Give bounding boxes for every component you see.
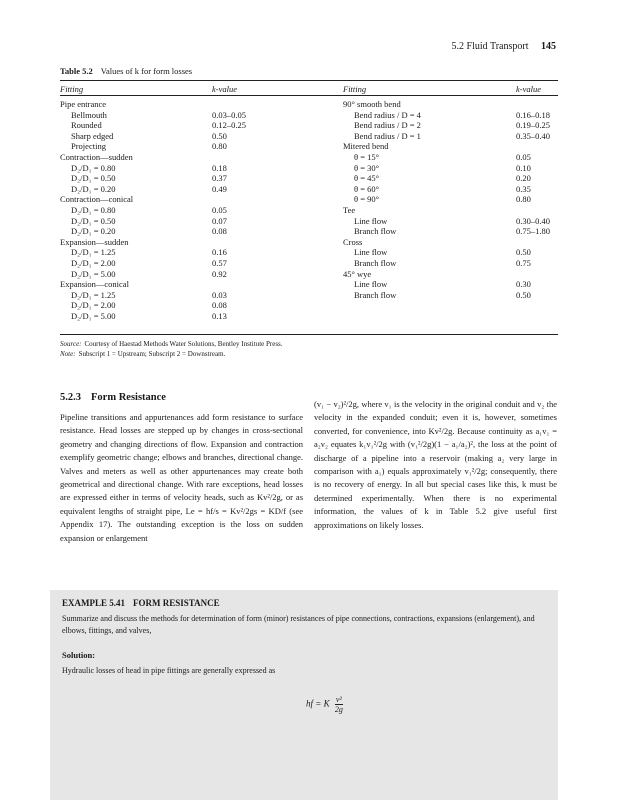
table-cell-kvalue: 0.50 [516,247,531,258]
table-cell-fitting: Contraction—sudden [60,151,133,162]
table-cell-fitting: θ = 45° [354,173,380,184]
table-cell-fitting: Line flow [354,279,388,290]
section-number: 5.2.3 [60,392,81,403]
table-cell-kvalue: 0.16 [212,247,227,258]
table-cell-kvalue: 0.19–0.25 [516,120,550,131]
table-cell-fitting: Sharp edged [71,130,114,141]
table-cell-fitting: D₂/D₁ = 1.25 [71,247,116,258]
table-header-rule [60,95,558,96]
table-cell-kvalue: 0.16–0.18 [516,109,550,120]
left-fitting-column [60,99,133,321]
table-cell-fitting: D₂/D₁ = 0.50 [71,173,116,184]
table-cell-fitting: Line flow [354,215,388,226]
table-cell-fitting: D₂/D₁ = 0.20 [71,183,116,194]
col-header-kvalue-left: k-value [212,84,238,94]
table-cell-kvalue [212,279,246,290]
table-cell-kvalue: 0.35–0.40 [516,130,550,141]
table-cell-fitting: θ = 60° [354,183,380,194]
table-cell-fitting: Branch flow [354,257,397,268]
running-header [452,41,556,52]
table-cell-fitting: Rounded [71,120,102,131]
table-cell-kvalue: 0.75 [516,257,531,268]
table-cell-kvalue: 0.10 [516,162,531,173]
table-cell-fitting: D₂/D₁ = 0.20 [71,226,116,237]
table-cell-kvalue: 0.75–1.80 [516,226,550,237]
table-cell-kvalue: 0.50 [212,130,227,141]
table-cell-fitting: Branch flow [354,289,397,300]
table-cell-kvalue: 0.80 [516,194,531,205]
table-cell-kvalue: 0.08 [212,300,227,311]
table-cell-fitting: Branch flow [354,226,397,237]
table-cell-kvalue: 0.30–0.40 [516,215,550,226]
table-cell-fitting: D₂/D₁ = 5.00 [71,310,116,321]
table-cell-fitting: Bend radius / D = 4 [354,109,421,120]
table-cell-fitting: D₂/D₁ = 0.80 [71,204,116,215]
note-text: Subscript 1 = Upstream; Subscript 2 = Downstream. [78,350,226,358]
left-kvalue-column [212,99,246,321]
table-cell-fitting: Expansion—conical [60,279,129,290]
equation-fraction [335,695,343,714]
solution-label: Solution: [62,650,96,660]
col-header-fitting-left: Fitting [60,84,84,94]
table-note [60,349,283,359]
table-cell-fitting: θ = 90° [354,194,380,205]
example-title: FORM RESISTANCE [133,598,220,608]
solution-text: Hydraulic losses of head in pipe fittings are generally expressed as [62,666,276,675]
table-cell-kvalue: 0.30 [516,279,531,290]
table-caption [60,66,192,76]
table-cell-kvalue [212,194,246,205]
section-heading [60,392,176,403]
table-cell-fitting: Cross [343,236,363,247]
table-cell-fitting: Bellmouth [71,109,107,120]
table-cell-kvalue [212,99,246,110]
table-cell-kvalue: 0.07 [212,215,227,226]
table-cell-fitting: θ = 15° [354,151,380,162]
table-cell-fitting: D₂/D₁ = 5.00 [71,268,116,279]
table-bottom-rule [60,334,558,335]
table-cell-kvalue: 0.37 [212,173,227,184]
table-cell-fitting: D₂/D₁ = 1.25 [71,289,116,300]
table-cell-kvalue: 0.13 [212,310,227,321]
section-running-title: 5.2 Fluid Transport [451,41,529,52]
example-heading [62,598,228,608]
col-header-kvalue-right: k-value [516,84,542,94]
table-cell-kvalue: 0.80 [212,141,227,152]
right-kvalue-column [516,99,550,300]
equation-denominator: 2g [334,705,343,714]
table-cell-fitting: D₂/D₁ = 2.00 [71,257,116,268]
body-paragraph-left: Pipeline transitions and appurtenances add form resistance to surface resistance. Head losses are stepped up by changes in cross-sectional geometry and changing directions of flow. Expansion and contraction exemplify geometric change; elbows and branches, directional change. Valves and meters as well as other appurtenances may create both geometrical and directional change. With rare exceptions, head losses are expressed either in terms of velocity heads, such as Kv²/2g, or as equivalent lengths of straight pipe, Le = hf/s = Kv²/2gs = KD/f (see Appendix 17). The outstanding exception is the loss on sudden expansion or enlargement [60,412,303,543]
table-cell-kvalue: 0.03–0.05 [212,109,246,120]
table-cell-fitting: Contraction—conical [60,194,134,205]
source-text: Courtesy of Haestad Methods Water Solutions, Bentley Institute Press. [84,340,283,348]
table-cell-kvalue [516,99,550,110]
source-label: Source: [60,340,82,348]
table-cell-kvalue: 0.03 [212,289,227,300]
equation-lhs: hf = K [306,698,330,709]
table-cell-fitting: D₂/D₁ = 2.00 [71,300,116,311]
table-cell-fitting: Expansion—sudden [60,236,129,247]
table-cell-fitting: Mitered bend [343,141,389,152]
col-header-fitting-right: Fitting [343,84,367,94]
equation-numerator: v² [335,695,342,704]
table-source [60,339,283,349]
example-box [50,590,558,800]
table-cell-kvalue: 0.05 [516,151,531,162]
table-cell-kvalue: 0.92 [212,268,227,279]
table-cell-kvalue [516,141,550,152]
table-cell-kvalue: 0.35 [516,183,531,194]
page-number: 145 [541,41,556,52]
right-fitting-column [343,99,421,300]
section-title: Form Resistance [91,392,166,403]
table-cell-fitting: Tee [343,204,356,215]
table-cell-fitting: 90° smooth bend [343,99,401,109]
table-cell-kvalue: 0.05 [212,204,227,215]
table-cell-fitting: D₂/D₁ = 0.80 [71,162,116,173]
table-number: Table 5.2 [60,66,93,76]
table-cell-kvalue [516,237,550,248]
table-cell-kvalue: 0.08 [212,226,227,237]
note-label: Note: [60,350,76,358]
table-cell-fitting: Bend radius / D = 2 [354,120,421,131]
table-cell-fitting: D₂/D₁ = 0.50 [71,215,116,226]
table-cell-fitting: Line flow [354,247,388,258]
equation-head-loss [306,695,343,714]
table-cell-fitting: Bend radius / D = 1 [354,130,421,141]
table-caption-text: Values of k for form losses [100,66,193,76]
table-cell-kvalue: 0.12–0.25 [212,120,246,131]
table-cell-kvalue: 0.20 [516,173,531,184]
table-cell-fitting: θ = 30° [354,162,380,173]
table-cell-fitting: Projecting [71,141,106,152]
table-cell-kvalue [212,237,246,248]
table-notes [60,339,283,359]
table-cell-fitting: 45° wye [343,268,372,279]
table-cell-fitting: Pipe entrance [60,99,107,109]
table-cell-kvalue: 0.57 [212,257,227,268]
example-statement: Summarize and discuss the methods for determination of form (minor) resistances of pipe connections, contractions, expansions (enlargement), and elbows, fittings, and valves, [62,614,535,635]
table-cell-kvalue [516,205,550,216]
table-cell-kvalue: 0.50 [516,289,531,300]
table-cell-kvalue: 0.49 [212,183,227,194]
table-top-rule [60,80,558,81]
table-cell-kvalue [212,152,246,163]
body-paragraph-right: (v₁ − v₂)²/2g, where v₁ is the velocity in the original conduit and v₂ the velocity in the expanded conduit; even it is, however, sometimes converted, for convenience, into Kv²/2g. Because continuity as a₁v₁ = a₂v₂ equates k₁v₁²/2g with (v₁²/2g)(1 − a₁/a₂)², the loss at the point of discharge of a pipeline into a reservoir (making a₂ very large in comparison with a₁) equals approximately v₁²/2g; consequently, there is no recovery of energy. In all but special cases like this, k must be determined experimentally. When there is no experimental information, the values of k in Table 5.2 give useful first approximations on likely losses. [314,399,557,530]
example-number: EXAMPLE 5.41 [62,598,125,608]
table-cell-kvalue [516,269,550,280]
table-cell-kvalue: 0.18 [212,162,227,173]
